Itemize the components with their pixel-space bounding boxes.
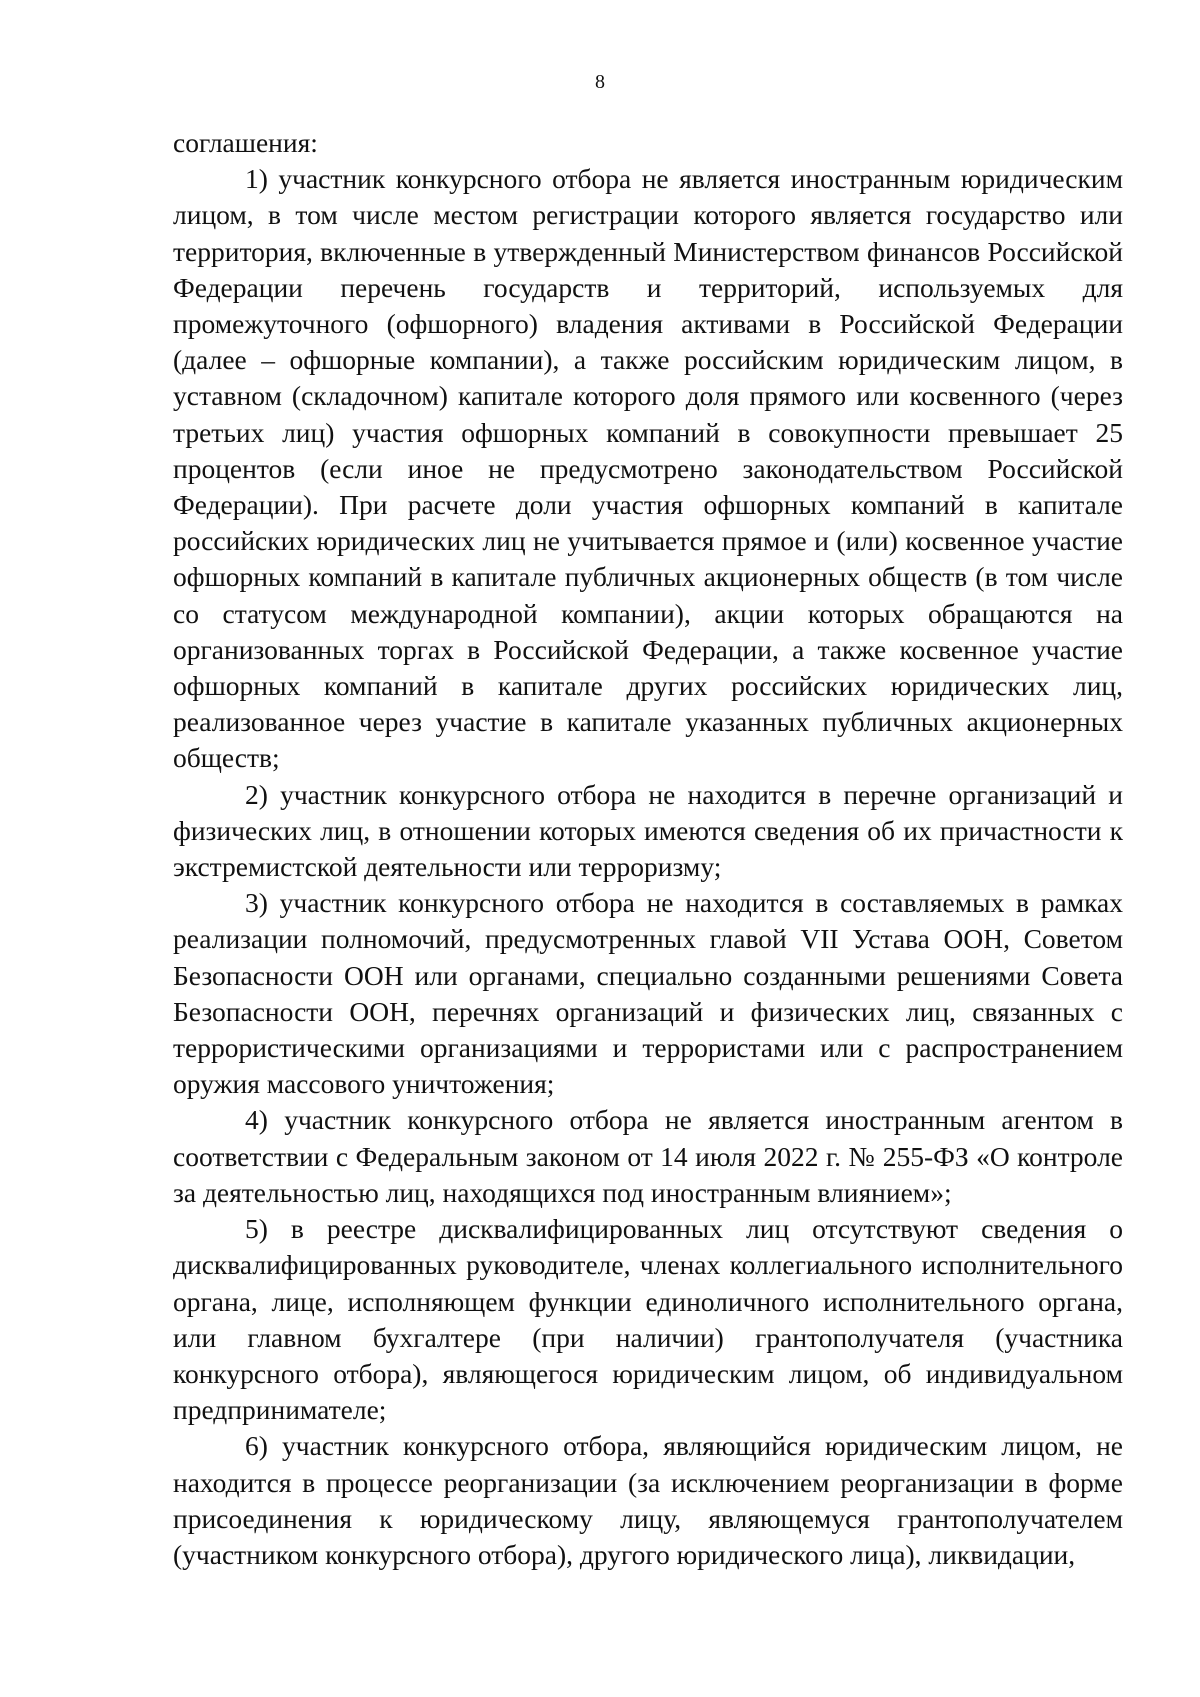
paragraph-item-4: 4) участник конкурсного отбора не является иностранным агентом в соответствии с Федеральным законом от 14 июля 2022 г. № 255-ФЗ «О контроле за деятельностью лиц, находящихся под иностранным влиянием»; <box>173 1104 1123 1208</box>
paragraph-item-1: 1) участник конкурсного отбора не является иностранным юридическим лицом, в том числе местом регистрации которого является государство или территория, включенные в утвержденный Министерством финансов Российской Федерации перечень государств и территорий, используемых для промежуточного (офшорного) владения активами в Российской Федерации (далее – офшорные компании), а также российским юридическим лицом, в уставном (складочном) капитале которого доля прямого или косвенного (через третьих лиц) участия офшорных компаний в совокупности превышает 25 процентов (если иное не предусмотрено законодательством Российской Федерации). При расчете доли участия офшорных компаний в капитале российских юридических лиц не учитывается прямое и (или) косвенное участие офшорных компаний в капитале публичных акционерных обществ (в том числе со статусом международной компании), акции которых обращаются на организованных торгах в Российской Федерации, а также косвенное участие офшорных компаний в капитале других российских юридических лиц, реализованное через участие в капитале указанных публичных акционерных обществ; <box>173 163 1123 774</box>
paragraph-item-5: 5) в реестре дисквалифицированных лиц отсутствуют сведения о дисквалифицированных руководителе, членах коллегиального исполнительного органа, лице, исполняющем функции единоличного исполнительного органа, или главном бухгалтере (при наличии) грантополучателя (участника конкурсного отбора), являющегося юридическим лицом, об индивидуальном предпринимателе; <box>173 1213 1123 1426</box>
document-body <box>173 125 1123 1573</box>
paragraph-item-3: 3) участник конкурсного отбора не находится в составляемых в рамках реализации полномочий, предусмотренных главой VII Устава ООН, Советом Безопасности ООН или органами, специально созданными решениями Совета Безопасности ООН, перечнях организаций и физических лиц, связанных с террористическими организациями и террористами или с распространением оружия массового уничтожения; <box>173 887 1123 1100</box>
page-number: 8 <box>595 71 605 93</box>
paragraph-continuation: соглашения: <box>173 127 318 158</box>
paragraph-item-6: 6) участник конкурсного отбора, являющийся юридическим лицом, не находится в процессе реорганизации (за исключением реорганизации в форме присоединения к юридическому лицу, являющемуся грантополучателем (участником конкурсного отбора), другого юридического лица), ликвидации, <box>173 1430 1123 1570</box>
paragraph-item-2: 2) участник конкурсного отбора не находится в перечне организаций и физических лиц, в отношении которых имеются сведения об их причастности к экстремистской деятельности или терроризму; <box>173 778 1123 883</box>
